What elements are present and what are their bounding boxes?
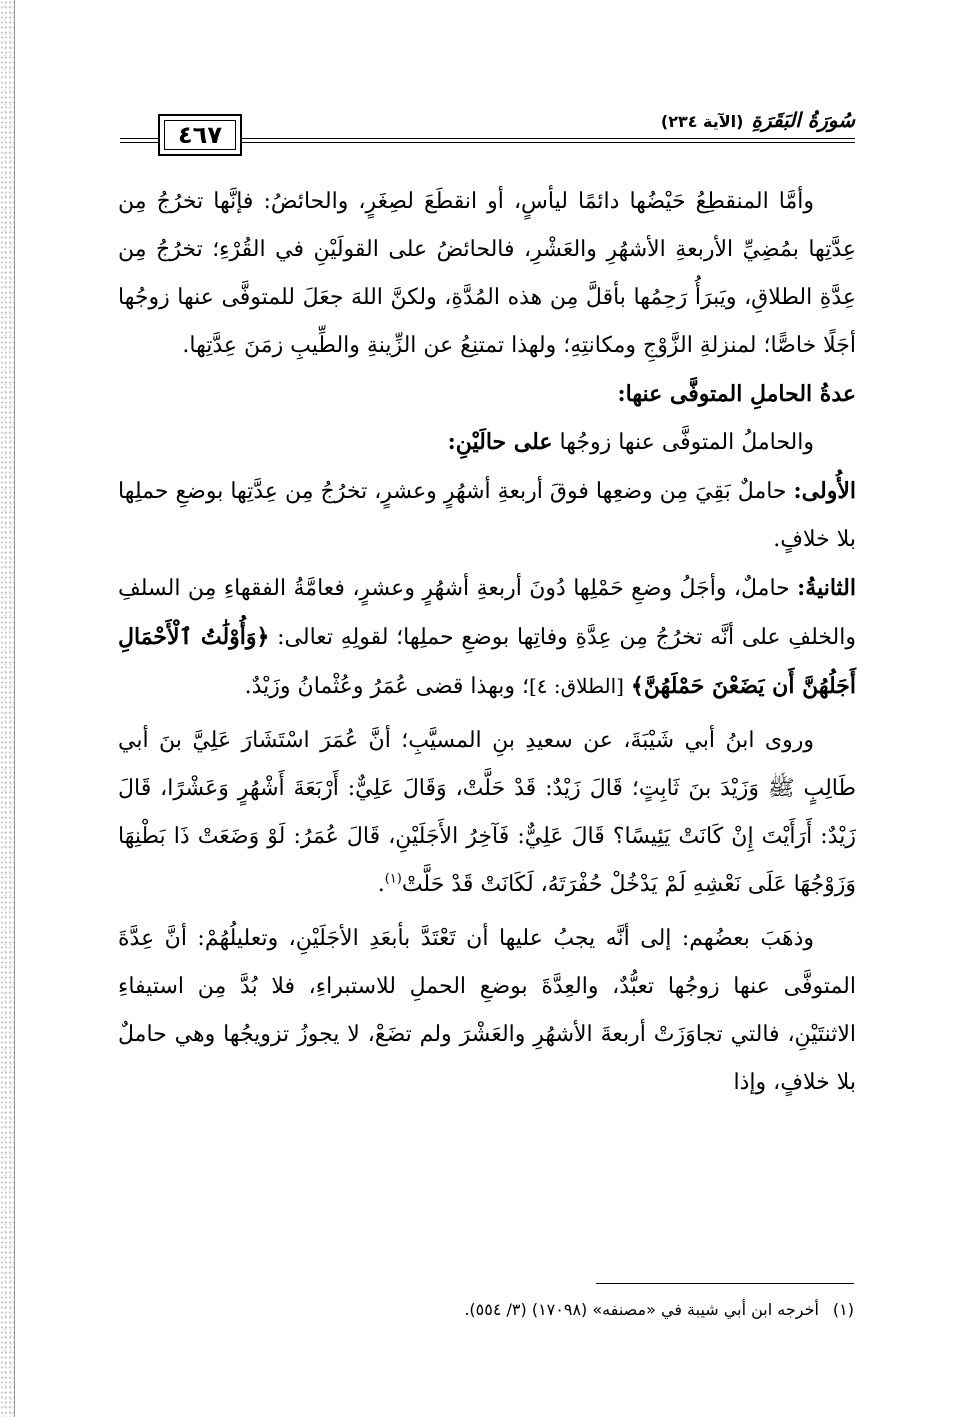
footnote-text: أخرجه ابن أبي شيبة في «مصنفه» (١٧٠٩٨) (٣/ ٥٥٤). [464,1300,819,1319]
case-second-label: الثانيةُ: [797,575,856,601]
scan-edge-line [14,0,15,1417]
paragraph-2-bold: على حالَيْنِ: [447,429,553,455]
ayah-reference: (الآية ٢٣٤) [660,112,744,131]
paragraph-5-end: . [377,872,385,897]
paragraph-1: وأمَّا المنقطِعُ حَيْضُها دائمًا ليأسٍ، أو انقطَعَ لصِغَرٍ، والحائضُ: فإنَّها تخرُجُ مِن عِدَّتِها بمُضِيِّ الأربعةِ الأشهُرِ والعَشْرِ، فالحائضُ على القولَيْنِ في القُرْءِ؛ تخرُجُ مِن عِدَّةِ الطلاقِ، ويَبرَأُ رَحِمُها بأقلَّ مِن هذه المُدَّةِ، ولكنَّ اللهَ جعَلَ للمتوفَّى عنها زوجُها أجَلًا خاصًّا؛ لمنزلةِ الزَّوْجِ ومكانتِهِ؛ ولهذا تمتنِعُ عن الزِّينةِ والطِّيبِ زمَنَ عِدَّتِها. [118,189,856,358]
paragraph-5-text: وروى ابنُ أبي شَيْبَةَ، عن سعيدِ بنِ المسيَّبِ؛ أنَّ عُمَرَ اسْتَشَارَ عَلِيَّ بنَ أبي طَالِبٍ ﷺ وَزَيْدَ بنَ ثَابِتٍ؛ قَالَ زَيْدٌ: قَدْ حَلَّتْ، وَقَالَ عَلِيٌّ: أَرْبَعَةَ أَشْهُرٍ وَعَشْرًا، قَالَ زَيْدٌ: أَرَأَيْتَ إِنْ كَانَتْ يَئِيسًا؟ قَالَ عَلِيٌّ: فَآخِرُ الأَجَلَيْنِ، قَالَ عُمَرُ: لَوْ وَضَعَتْ ذَا بَطْنِهَا وَزَوْجُهَا عَلَى نَعْشِهِ لَمْ يَدْخُلْ حُفْرَتَهُ، لَكَانَتْ قَدْ حَلَّتْ [118,728,856,897]
case-first-label: الأُولى: [793,478,856,504]
footnote-rule [596,1283,854,1284]
main-text [118,178,856,1107]
footnote [116,1298,854,1322]
paragraph-3 [118,467,856,564]
running-title [651,108,855,132]
paragraph-2-text: والحاملُ المتوفَّى عنها زوجُها [559,430,814,455]
paragraph-4-text: حاملٌ، وأجَلُ وضعِ حَمْلِها دُونَ أربعةِ أشهُرٍ وعشرٍ، فعامَّةُ الفقهاءِ مِن السلفِ والخلفِ على أنَّه تخرُجُ مِن عِدَّةِ وفاتِها بوضعِ حملِها؛ لقولِهِ تعالى: [118,576,856,650]
paragraph-6: وذهَبَ بعضُهم: إلى أنَّه يجبُ عليها أن تَعْتَدَّ بأبعَدِ الأجَلَيْنِ، وتعليلُهُمْ: أنَّ عِدَّةَ المتوفَّى عنها زوجُها تعبُّدٌ، والعِدَّةَ بوضعِ الحملِ للاستبراءِ، فلا بُدَّ مِن استيفاءِ الاثنتَيْنِ، فالتي تجاوَزَتْ أربعةَ الأشهُرِ والعَشْرَ ولم تضَعْ، لا يجوزُ تزويجُها وهي حاملٌ بلا خلافٍ، وإذا [118,926,856,1095]
surah-title: سُورَةُ البَقَرَةِ [751,108,855,132]
section-heading: عدةُ الحاملِ المتوفَّى عنها: [617,381,856,407]
paragraph-4-end: ؛ وبهذا قضى عُمَرُ وعُثْمانُ وزَيْدٌ. [244,674,529,699]
page-number-box [158,114,242,156]
footnote-number: (١) [832,1300,854,1319]
footnote-marker: (١) [384,871,402,887]
paragraph-5 [118,717,856,909]
page-number: ٤٦٧ [164,120,236,150]
page-header [120,106,855,158]
paragraph-4 [118,564,856,711]
verse-reference: [الطلاق: ٤] [528,674,624,698]
quran-verse: ﴿وَأُوْلَٰتُ ٱلْأَحْمَالِ أَجَلُهُنَّ أَن يَضَعْنَ حَمْلَهُنَّ﴾ [118,624,856,699]
scan-edge-speckle [0,0,14,1417]
paragraph-3-text: حاملٌ بَقِيَ مِن وضعِها فوقَ أربعةِ أشهُرٍ وعشرٍ، تخرُجُ مِن عِدَّتِها بوضعِ حملِها بلا خلافٍ. [118,479,856,552]
paragraph-2 [118,418,856,467]
